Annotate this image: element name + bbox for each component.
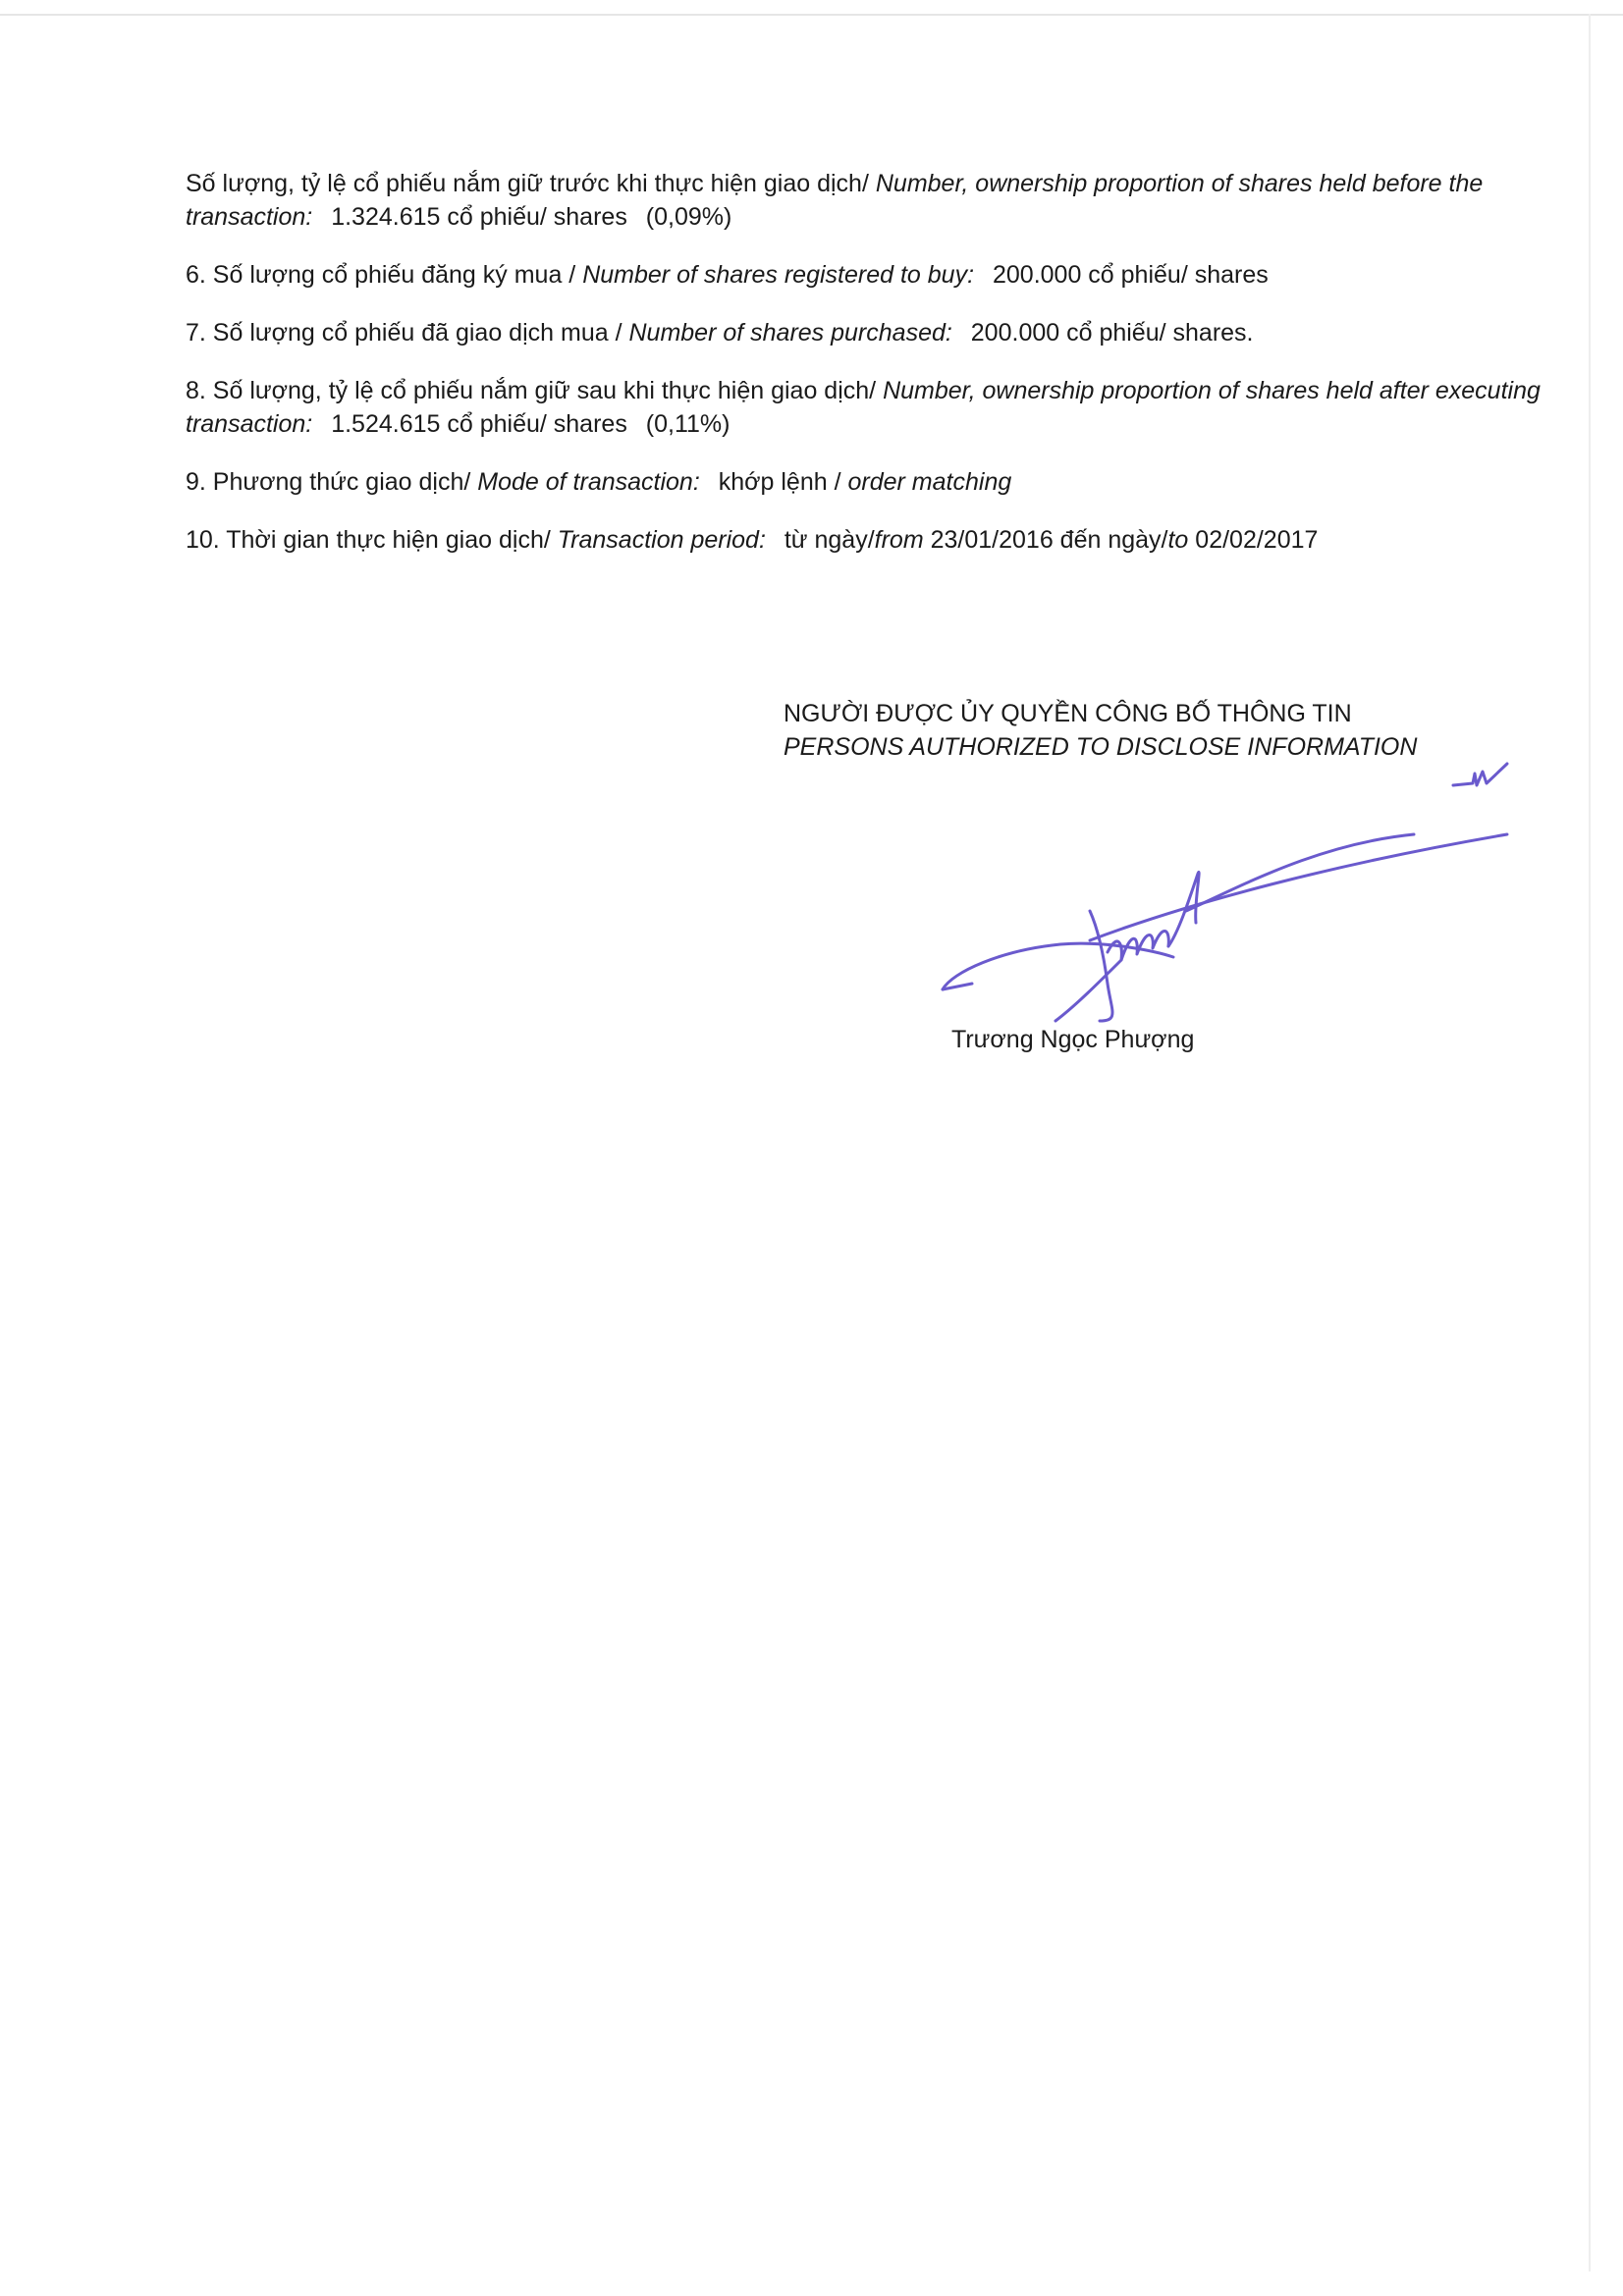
item-en-text: Mode of transaction: — [477, 468, 700, 496]
item-value: 200.000 cổ phiếu/ shares — [992, 261, 1269, 289]
item-vi-text: 8. Số lượng, tỷ lệ cổ phiếu nắm giữ sau khi thực hiện giao dịch/ — [186, 377, 877, 404]
item-en-text: Number of shares purchased: — [628, 319, 952, 347]
item-en-text: Number of shares registered to buy: — [582, 261, 975, 289]
handwritten-signature — [864, 726, 1532, 1041]
period-from-en: from — [874, 526, 924, 554]
item-percentage: (0,11%) — [645, 410, 730, 438]
item-shares-before — [186, 167, 1560, 234]
period-to-en: to — [1167, 526, 1189, 554]
item-en-text: Number, ownership proportion of shares held after executing transaction: — [186, 377, 1541, 438]
item-vi-text: Số lượng, tỷ lệ cổ phiếu nắm giữ trước khi thực hiện giao dịch/ — [186, 170, 869, 197]
item-vi-text: 6. Số lượng cổ phiếu đăng ký mua / — [186, 261, 576, 289]
item-value-en: order matching — [847, 468, 1012, 496]
period-to-vi: 23/01/2016 đến ngày/ — [923, 526, 1168, 554]
item-value: 200.000 cổ phiếu/ shares. — [970, 319, 1254, 347]
item-shares-registered — [186, 258, 1560, 292]
item-shares-purchased — [186, 316, 1560, 349]
item-value: 1.524.615 cổ phiếu/ shares — [331, 410, 627, 438]
item-mode-of-transaction — [186, 465, 1560, 499]
item-transaction-period — [186, 523, 1560, 557]
disclosure-body — [186, 167, 1560, 581]
signer-name: Trương Ngọc Phượng — [951, 1026, 1195, 1053]
item-en-text: Transaction period: — [557, 526, 766, 554]
item-vi-text: 10. Thời gian thực hiện giao dịch/ — [186, 526, 551, 554]
item-en-text: Number, ownership proportion of shares held before the transaction: — [186, 170, 1484, 231]
period-end-date: 02/02/2017 — [1188, 526, 1319, 554]
item-value: khớp lệnh / — [718, 468, 841, 496]
page-top-edge — [0, 14, 1623, 16]
item-vi-text: 9. Phương thức giao dịch/ — [186, 468, 471, 496]
signature-subtitle: PERSONS AUTHORIZED TO DISCLOSE INFORMATION — [784, 733, 1418, 761]
page-right-edge — [1589, 14, 1591, 2271]
period-from-vi: từ ngày/ — [784, 526, 875, 554]
signature-title: NGƯỜI ĐƯỢC ỦY QUYỀN CÔNG BỐ THÔNG TIN — [784, 700, 1352, 727]
item-value: 1.324.615 cổ phiếu/ shares — [331, 203, 627, 231]
item-percentage: (0,09%) — [645, 203, 732, 231]
item-shares-after — [186, 374, 1560, 441]
item-vi-text: 7. Số lượng cổ phiếu đã giao dịch mua / — [186, 319, 622, 347]
